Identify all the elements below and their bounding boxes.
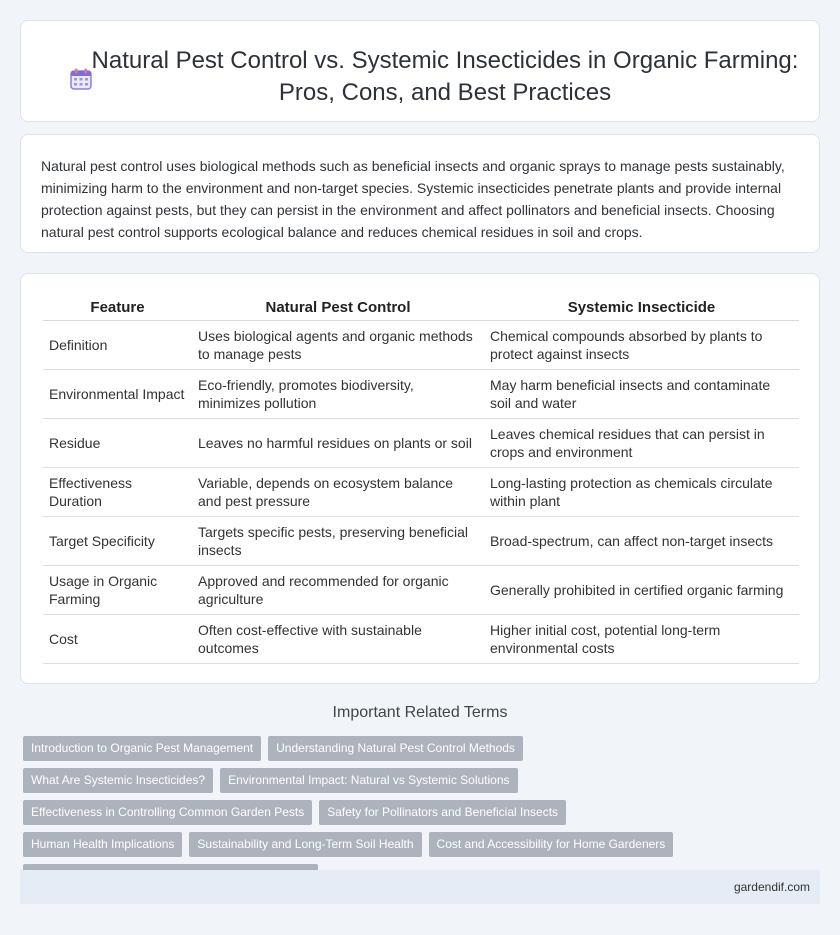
comparison-table-card xyxy=(20,273,820,684)
related-term-tag[interactable]: Effectiveness in Controlling Common Garden Pests xyxy=(23,800,312,825)
related-terms-title: Important Related Terms xyxy=(332,704,508,721)
column-header: Natural Pest Control xyxy=(192,294,484,320)
related-term-tag[interactable]: Introduction to Organic Pest Management xyxy=(23,736,261,761)
related-term-tag[interactable]: Human Health Implications xyxy=(23,832,182,857)
table-cell: Environmental Impact xyxy=(43,369,192,418)
table-cell: Eco-friendly, promotes biodiversity, minimizes pollution xyxy=(192,369,484,418)
column-header: Systemic Insecticide xyxy=(484,294,799,320)
table-cell: Effectiveness Duration xyxy=(43,467,192,516)
table-cell: Leaves chemical residues that can persist in crops and environment xyxy=(484,418,799,467)
table-cell: Residue xyxy=(43,418,192,467)
table-row xyxy=(43,418,799,467)
table-cell: Long-lasting protection as chemicals circulate within plant xyxy=(484,467,799,516)
table-row xyxy=(43,565,799,614)
header-card xyxy=(20,20,820,122)
table-cell: Target Specificity xyxy=(43,516,192,565)
related-term-tag[interactable]: Sustainability and Long-Term Soil Health xyxy=(189,832,421,857)
table-cell: Variable, depends on ecosystem balance and pest pressure xyxy=(192,467,484,516)
summary-card xyxy=(20,134,820,253)
table-cell: Generally prohibited in certified organic farming xyxy=(484,565,799,614)
table-cell: Definition xyxy=(43,320,192,369)
table-cell: Usage in Organic Farming xyxy=(43,565,192,614)
table-row xyxy=(43,516,799,565)
footer xyxy=(20,870,820,904)
related-term-tag[interactable]: Environmental Impact: Natural vs Systemic Solutions xyxy=(220,768,517,793)
table-header-row xyxy=(43,294,799,320)
site-link[interactable]: gardendif.com xyxy=(733,880,810,894)
table-cell: Broad-spectrum, can affect non-target insects xyxy=(484,516,799,565)
table-cell: Leaves no harmful residues on plants or soil xyxy=(192,418,484,467)
page-title: Natural Pest Control vs. Systemic Insecticides in Organic Farming: Pros, Cons, and Best Practices xyxy=(91,47,799,106)
table-row xyxy=(43,369,799,418)
column-header: Feature xyxy=(43,294,192,320)
table-row xyxy=(43,614,799,663)
table-cell: Often cost-effective with sustainable outcomes xyxy=(192,614,484,663)
table-cell: Approved and recommended for organic agriculture xyxy=(192,565,484,614)
table-cell: Targets specific pests, preserving beneficial insects xyxy=(192,516,484,565)
table-cell: Cost xyxy=(43,614,192,663)
comparison-table xyxy=(43,294,799,664)
related-term-tag[interactable]: Cost and Accessibility for Home Gardeners xyxy=(429,832,674,857)
summary-text: Natural pest control uses biological methods such as beneficial insects and organic sprays to manage pests sustainably, minimizing harm to the environment and non-target species. Systemic insecticides penetrate plants and provide internal protection against pests, but they can persist in the environment and affect pollinators and beneficial insects. Choosing natural pest control supports ecological balance and reduces chemical residues in soil and crops. xyxy=(41,158,785,240)
related-term-tag[interactable]: Understanding Natural Pest Control Methods xyxy=(268,736,523,761)
table-cell: Higher initial cost, potential long-term environmental costs xyxy=(484,614,799,663)
table-cell: Chemical compounds absorbed by plants to protect against insects xyxy=(484,320,799,369)
table-row xyxy=(43,320,799,369)
table-row xyxy=(43,467,799,516)
table-cell: May harm beneficial insects and contaminate soil and water xyxy=(484,369,799,418)
table-cell: Uses biological agents and organic methods to manage pests xyxy=(192,320,484,369)
related-term-tag[interactable]: What Are Systemic Insecticides? xyxy=(23,768,213,793)
related-term-tag[interactable]: Safety for Pollinators and Beneficial Insects xyxy=(319,800,566,825)
